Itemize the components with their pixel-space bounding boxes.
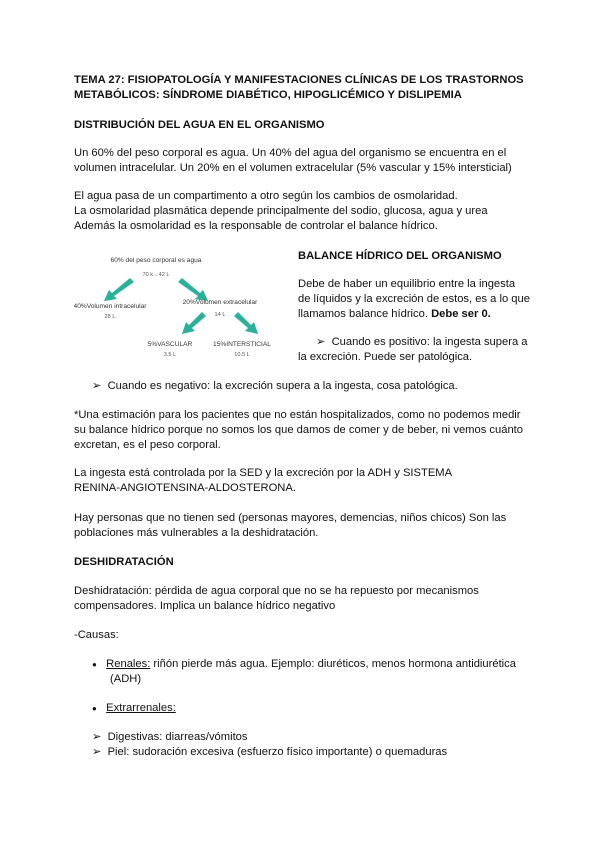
diagram-mid-sub: 14 L [214, 312, 226, 318]
diagram-left-sub: 28 L [104, 314, 116, 320]
text-span: Cuando es positivo: la ingesta supera a [331, 336, 528, 348]
arrow-item-digestive [92, 729, 248, 745]
arrow-bullet-icon: ➢ [316, 336, 326, 348]
arrow-item-skin [92, 744, 447, 760]
paragraph-line: poblaciones más vulnerables a la deshidratación. [74, 527, 319, 539]
diagram-mid-label: 20%Volumen extracelular [182, 299, 258, 306]
section-heading-distribution: DISTRIBUCIÓN DEL AGUA EN EL ORGANISMO [74, 119, 325, 131]
paragraph-line: Deshidratación: pérdida de agua corporal que no se ha repuesto por mecanismos [74, 585, 479, 597]
paragraph-line: volumen intracelular. Un 20% en el volumen extracelular (5% vascular y 15% intersticial) [74, 162, 512, 174]
arrow-down-right [234, 312, 258, 334]
text-span: riñón pierde más agua. Ejemplo: diuréticos, menos hormona antidiurética [150, 658, 516, 670]
paragraph-line: Debe de haber un equilibrio entre la ingesta [298, 278, 516, 290]
paragraph-line: Además la osmolaridad es la responsable de controlar el balance hídrico. [74, 220, 438, 232]
diagram-top-label: 60% del peso corporal es agua [110, 257, 202, 264]
bullet-icon: ● [92, 660, 97, 669]
arrow-bullet-icon: ➢ [92, 380, 102, 392]
text-span: Cuando es negativo: la excreción supera a la ingesta, cosa patológica. [107, 380, 458, 392]
paragraph-line: la excreción. Puede ser patológica. [298, 351, 473, 363]
paragraph-line [298, 306, 491, 322]
causes-label: -Causas: [74, 629, 119, 641]
paragraph-line: La osmolaridad plasmática depende principalmente del sodio, glucosa, agua y urea [74, 205, 488, 217]
bold-text: Debe ser 0. [431, 308, 491, 320]
paragraph-line: Un 60% del peso corporal es agua. Un 40% del agua del organismo se encuentra en el [74, 147, 507, 159]
arrow-bullet-icon: ➢ [92, 746, 102, 758]
bullet-item-extrarrenales [92, 700, 176, 717]
water-distribution-diagram [74, 250, 294, 370]
arrow-down-left [182, 312, 206, 334]
diagram-vascular-sub: 3.5 L [163, 352, 177, 358]
section-heading-balance: BALANCE HÍDRICO DEL ORGANISMO [298, 250, 502, 262]
text-span: Digestivas: diarreas/vómitos [107, 731, 248, 743]
bullet-icon: ● [92, 704, 97, 713]
paragraph-line: El agua pasa de un compartimento a otro según los cambios de osmolaridad. [74, 190, 458, 202]
paragraph-line: compensadores. Implica un balance hídrico negativo [74, 600, 336, 612]
underlined-label: Renales: [106, 658, 151, 670]
arrow-left [104, 278, 134, 301]
paragraph-line: de líquidos y la excreción de estos, es a lo que [298, 293, 530, 305]
title-line-2: METABÓLICOS: SÍNDROME DIABÉTICO, HIPOGLICÉMICO Y DISLIPEMIA [74, 89, 462, 101]
arrow-right [178, 278, 208, 301]
paragraph-line: *Una estimación para los pacientes que no están hospitalizados, como no podemos medir [74, 409, 521, 421]
paragraph-line: su balance hídrico porque no somos los que damos de comer y de beber, ni vemos cuánto [74, 424, 524, 436]
paragraph-line: RENINA-ANGIOTENSINA-ALDOSTERONA. [74, 482, 296, 494]
section-heading-dehydration: DESHIDRATACIÓN [74, 556, 174, 568]
diagram-vascular-label: 5%VASCULAR [147, 341, 193, 348]
text-span: Piel: sudoración excesiva (esfuerzo físico importante) o quemaduras [107, 746, 448, 758]
arrow-item-negative [92, 378, 458, 394]
bullet-item-renales [92, 656, 516, 673]
title-line-1: TEMA 27: FISIOPATOLOGÍA Y MANIFESTACIONES CLÍNICAS DE LOS TRASTORNOS [74, 74, 524, 86]
paragraph-line: (ADH) [110, 673, 142, 685]
arrow-bullet-icon: ➢ [92, 731, 102, 743]
diagram-interstitial-label: 15%INTERSTICIAL [213, 341, 271, 348]
paragraph-line: Hay personas que no tienen sed (personas mayores, demencias, niños chicos) Son las [74, 512, 507, 524]
diagram-top-sub: 70 k→42 L [142, 272, 170, 278]
paragraph-line: excretan, es el peso corporal. [74, 439, 221, 451]
diagram-left-label: 40%Volumen intracelular [74, 303, 147, 310]
arrow-item-positive [316, 334, 528, 350]
paragraph-line: La ingesta está controlada por la SED y la excreción por la ADH y SISTEMA [74, 467, 453, 479]
text-span: llamamos balance hídrico. [298, 308, 432, 320]
diagram-interstitial-sub: 10.5 L [234, 352, 250, 358]
underlined-label: Extrarrenales: [106, 702, 176, 714]
